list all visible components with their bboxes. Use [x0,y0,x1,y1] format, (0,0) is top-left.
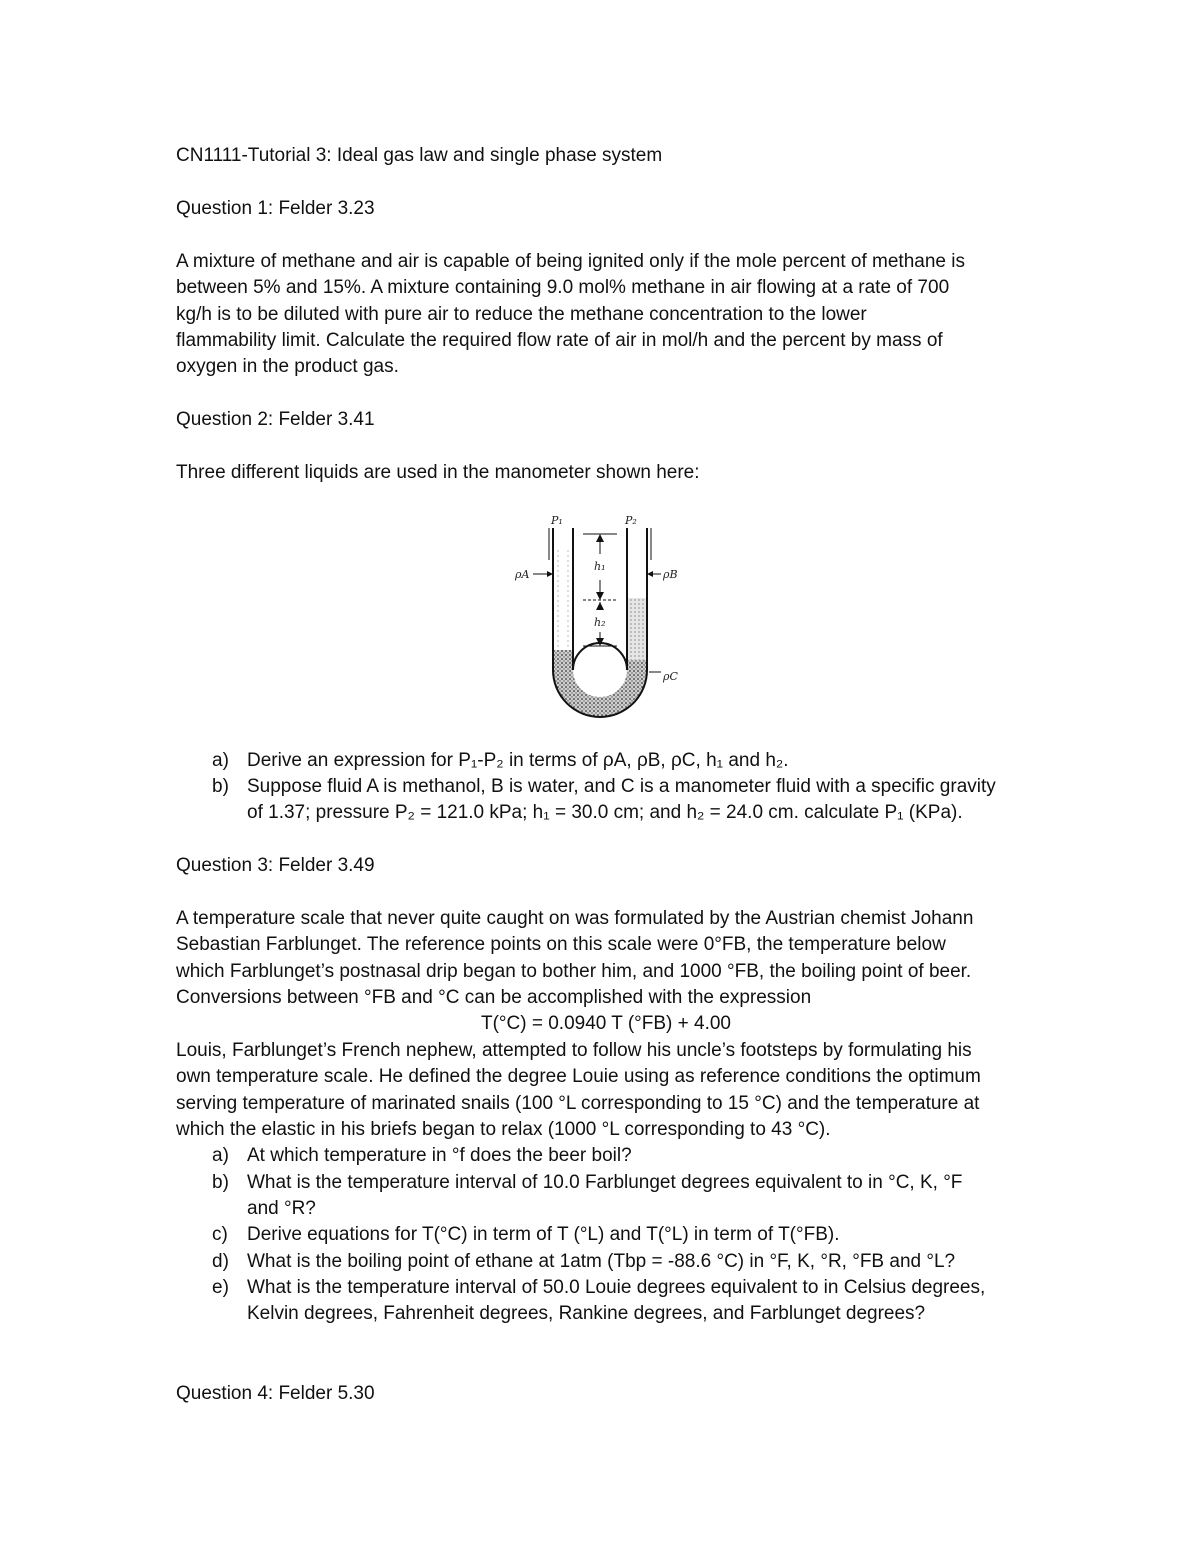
label-h1: h₁ [594,560,606,573]
list-text: Suppose fluid A is methanol, B is water, and C is a manometer fluid with a specific gravity [247,776,996,797]
q1-line: A mixture of methane and air is capable of being ignited only if the mole percent of methane is [176,251,965,272]
label-p1: P₁ [551,514,563,527]
q3-line: Louis, Farblunget’s French nephew, attempted to follow his uncle’s footsteps by formulating his [176,1040,972,1061]
list-marker: d) [212,1251,229,1272]
label-h2: h₂ [594,616,606,629]
q1-text [176,249,1036,380]
label-rho-c: ρC [663,670,678,683]
q3-line: which Farblunget’s postnasal drip began to bother him, and 1000 °FB, the boiling point of beer. [176,960,972,982]
q3-line: A temperature scale that never quite caught on was formulated by the Austrian chemist Johann [176,908,974,929]
list-marker: a) [212,1145,229,1166]
q3-line: Conversions between °FB and °C can be accomplished with the expression [176,986,812,1008]
list-marker: b) [212,1172,229,1193]
list-text: and °R? [247,1198,316,1219]
q3-line: Sebastian Farblunget. The reference points on this scale were 0°FB, the temperature below [176,934,946,956]
q3-text-1 [176,906,1036,1011]
list-text: Derive an expression for P₁-P₂ in terms of ρA, ρB, ρC, h₁ and h₂. [247,750,789,771]
manometer-figure [505,510,695,730]
list-text: What is the boiling point of ethane at 1atm (Tbp = -88.6 °C) in °F, K, °R, °FB and °L? [247,1251,956,1272]
fluid-b [627,598,647,660]
list-text: At which temperature in °f does the beer boil? [247,1145,632,1166]
q3-equation: T(°C) = 0.0940 T (°FB) + 4.00 [481,1013,731,1034]
fluid-c [553,650,647,717]
label-rho-a: ρA [515,568,530,581]
q3-line: which the elastic in his briefs began to relax (1000 °L corresponding to 43 °C). [176,1118,831,1140]
q4-heading: Question 4: Felder 5.30 [176,1383,375,1404]
list-text: Derive equations for T(°C) in term of T (°L) and T(°L) in term of T(°FB). [247,1224,840,1245]
q1-line: oxygen in the product gas. [176,356,399,378]
list-marker: c) [212,1224,228,1245]
document-title: CN1111-Tutorial 3: Ideal gas law and single phase system [176,145,663,166]
list-text: Kelvin degrees, Fahrenheit degrees, Rankine degrees, and Farblunget degrees? [247,1303,926,1324]
q3-heading: Question 3: Felder 3.49 [176,855,375,876]
q2-heading: Question 2: Felder 3.41 [176,409,375,430]
list-marker: e) [212,1277,229,1298]
q2-intro: Three different liquids are used in the manometer shown here: [176,462,700,483]
q1-line: between 5% and 15%. A mixture containing 9.0 mol% methane in air flowing at a rate of 700 [176,277,950,299]
list-text: of 1.37; pressure P₂ = 121.0 kPa; h₁ = 30.0 cm; and h₂ = 24.0 cm. calculate P₁ (KPa). [247,802,963,823]
list-text: What is the temperature interval of 50.0 Louie degrees equivalent to in Celsius degrees, [247,1277,986,1298]
label-rho-b: ρB [663,568,678,581]
q3-line: serving temperature of marinated snails (100 °L corresponding to 15 °C) and the temperature at [176,1092,980,1114]
label-p2: P₂ [625,514,637,527]
q1-line: flammability limit. Calculate the required flow rate of air in mol/h and the percent by mass of [176,329,943,351]
q3-line: own temperature scale. He defined the degree Louie using as reference conditions the optimum [176,1066,981,1088]
q3-text-2 [176,1038,1036,1143]
q1-line: kg/h is to be diluted with pure air to reduce the methane concentration to the lower [176,303,867,325]
q1-heading: Question 1: Felder 3.23 [176,198,375,219]
list-marker: a) [212,750,229,771]
list-marker: b) [212,776,229,797]
list-text: What is the temperature interval of 10.0 Farblunget degrees equivalent to in °C, K, °F [247,1172,963,1193]
